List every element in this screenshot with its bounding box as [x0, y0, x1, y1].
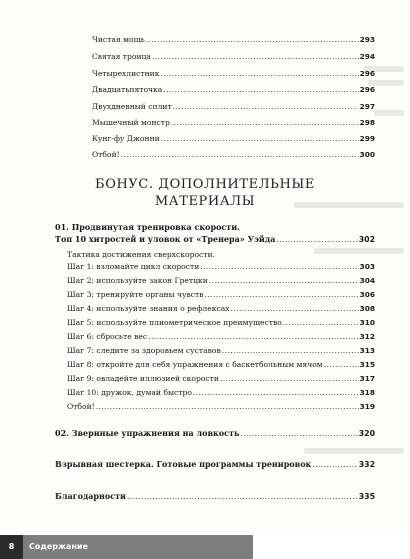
toc-item-label: Шаг 7: следите за здоровьем суставов [67, 346, 221, 355]
toc-item-label: Шаг 4: используйте знания о рефлексах [67, 304, 230, 313]
toc-item-label: Шаг 1: взломайте цикл скорости [67, 262, 200, 271]
page-footer [0, 535, 410, 559]
toc-item[interactable] [92, 85, 375, 95]
bleed-through-shadow [304, 448, 404, 454]
toc-item[interactable] [67, 276, 375, 286]
toc-item[interactable] [92, 102, 375, 112]
toc-item-label: Шаг 5: используйте плиометрическое преимущество [67, 318, 282, 327]
chapter-item-page: 320 [358, 429, 375, 438]
toc-item-label: Шаг 9: овладейте иллюзией скорости [67, 374, 219, 383]
leader-dots [152, 52, 359, 62]
leader-dots [324, 360, 359, 370]
chapter-item-page: 302 [358, 235, 375, 244]
toc-item[interactable] [67, 262, 375, 272]
toc-item[interactable] [67, 290, 375, 300]
leader-dots [240, 429, 357, 439]
page-number: 8 [0, 535, 23, 559]
leader-dots [161, 134, 359, 144]
toc-item-page: 294 [359, 52, 375, 61]
toc-item-page: 296 [359, 69, 375, 78]
leader-dots [231, 304, 359, 314]
chapter-item-label: 02. Звериные упражнения на ловкость [55, 428, 240, 438]
toc-item-page: 318 [359, 388, 375, 397]
toc-item-page: 306 [359, 290, 375, 299]
toc-item-label: Шаг 3: тренируйте органы чувств [67, 290, 204, 299]
toc-item[interactable] [92, 118, 375, 128]
toc-item-page: 319 [359, 402, 375, 411]
toc-item[interactable] [67, 346, 375, 356]
toc-item-label: Кунг-фу Джонни [92, 134, 160, 143]
chapter-item[interactable] [55, 234, 375, 245]
toc-item-page: 304 [359, 276, 375, 285]
leader-dots [173, 102, 359, 112]
toc-item[interactable] [67, 318, 375, 328]
toc-item-page: 308 [359, 304, 375, 313]
section-heading: МАТЕРИАЛЫ [154, 194, 256, 209]
leader-dots [312, 460, 357, 470]
subsection-title: Тактика достижения сверхскорости. [67, 250, 215, 259]
toc-item[interactable] [92, 52, 375, 62]
leader-dots [171, 118, 359, 128]
leader-dots [283, 318, 359, 328]
toc-item-page: 315 [359, 360, 375, 369]
toc-item-page: 299 [359, 134, 375, 143]
leader-dots [121, 150, 359, 160]
leader-dots [220, 374, 359, 384]
toc-item[interactable] [67, 332, 375, 342]
toc-item[interactable] [67, 360, 375, 370]
toc-item-label: Святая троица [92, 52, 151, 61]
toc-item[interactable] [67, 374, 375, 384]
chapter-item-label: Топ 10 хитростей и уловок от «Тренера» Уэйда [55, 234, 276, 244]
toc-item-page: 298 [359, 118, 375, 127]
toc-item-label: Шаг 10: дружок, думай быстро [67, 388, 192, 397]
chapter-item[interactable] [55, 428, 375, 439]
toc-item-label: Двадцатьпяточка [92, 85, 163, 94]
chapter-item-page: 335 [358, 492, 375, 501]
toc-item-page: 297 [359, 102, 375, 111]
leader-dots [146, 35, 359, 45]
toc-item-label: Четырехлистник [92, 69, 160, 78]
chapter-item-page: 332 [358, 460, 375, 469]
leader-dots [148, 332, 358, 342]
leader-dots [276, 235, 357, 245]
toc-item-label: Двухдневный сплит [92, 102, 172, 111]
bleed-through-shadow [374, 110, 404, 116]
leader-dots [160, 69, 358, 79]
leader-dots [200, 262, 358, 272]
toc-item-page: 312 [359, 332, 375, 341]
chapter-item-label: Благодарности [55, 491, 126, 501]
toc-item-page: 293 [359, 35, 375, 44]
section-label: Содержание [23, 535, 253, 559]
toc-item-label: Шаг 2: используйте закон Гретцки [67, 276, 208, 285]
toc-item-page: 310 [359, 318, 375, 327]
leader-dots [163, 85, 358, 95]
toc-item[interactable] [92, 134, 375, 144]
toc-item-page: 317 [359, 374, 375, 383]
section-heading: БОНУС. ДОПОЛНИТЕЛЬНЫЕ [95, 177, 315, 192]
leader-dots [193, 388, 359, 398]
toc-item-label: Шаг 8: откройте для себя упражнения с баскетбольным мячом [67, 360, 323, 369]
toc-item-label: Мышечный монстр [92, 118, 170, 127]
toc-item-page: 313 [359, 346, 375, 355]
toc-item-label: Шаг 6: сбросьте вес [67, 332, 148, 341]
toc-item-page: 303 [359, 262, 375, 271]
chapter-title [55, 222, 240, 233]
leader-dots [222, 346, 359, 356]
chapter-item-label: Взрывная шестерка. Готовые программы тренировок [55, 459, 312, 469]
toc-item-label: Отбой! [92, 150, 120, 159]
toc-item-page: 296 [359, 85, 375, 94]
bleed-through-shadow [314, 248, 404, 254]
toc-item[interactable] [67, 402, 375, 412]
toc-item-label: Отбой! [67, 402, 95, 411]
toc-item[interactable] [67, 388, 375, 398]
toc-item-page: 300 [359, 150, 375, 159]
leader-dots [96, 402, 359, 412]
toc-item[interactable] [92, 69, 375, 79]
leader-dots [127, 492, 358, 502]
chapter-item[interactable] [55, 459, 375, 470]
toc-item[interactable] [92, 150, 375, 160]
leader-dots [209, 276, 359, 286]
chapter-title-line: 01. Продвинутая тренировка скорости. [55, 222, 240, 232]
toc-item[interactable] [67, 304, 375, 314]
leader-dots [205, 290, 359, 300]
toc-item-label: Чистая мощь [92, 35, 145, 44]
toc-item[interactable] [92, 35, 375, 45]
chapter-item[interactable] [55, 491, 375, 502]
